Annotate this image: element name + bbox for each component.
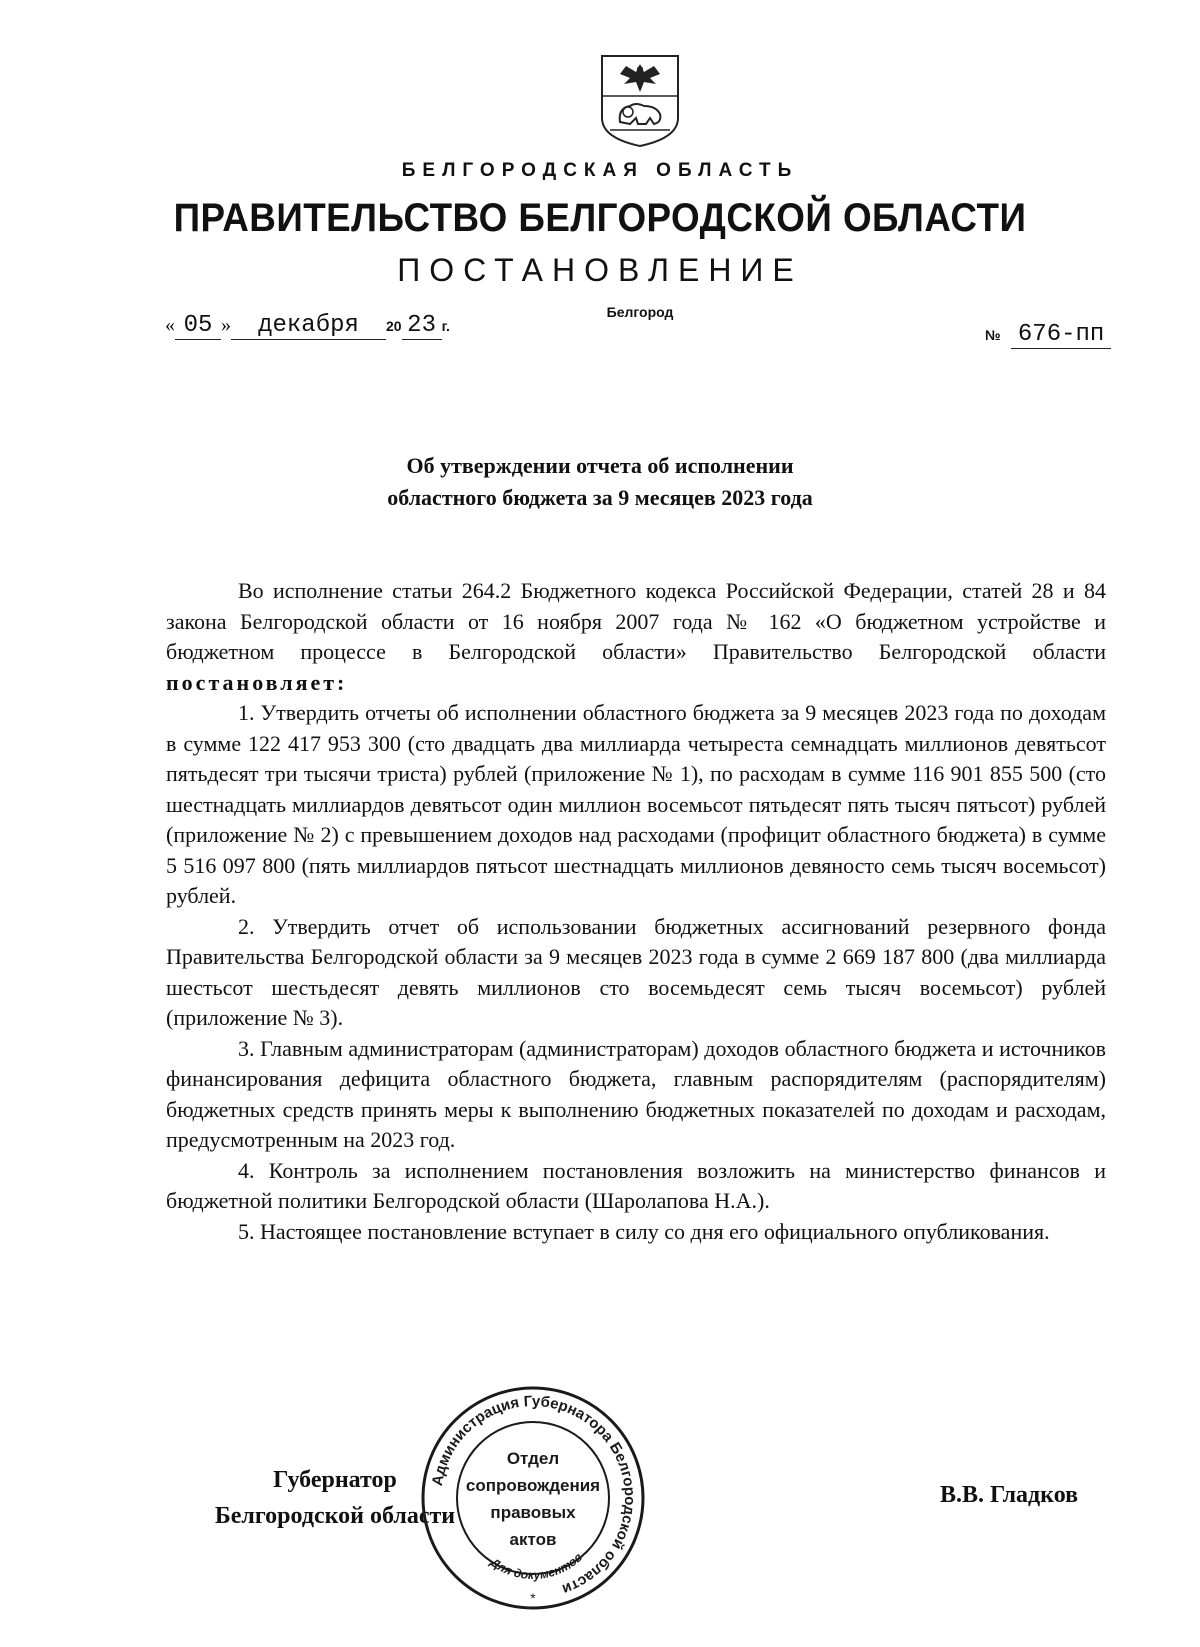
date-close-quote: » <box>221 314 231 336</box>
preamble-paragraph <box>166 576 1106 698</box>
region-name: БЕЛГОРОДСКАЯ ОБЛАСТЬ <box>401 160 799 181</box>
position-line-1: Губернатор <box>273 1467 397 1493</box>
item-5: 5. Настоящее постановление вступает в силу со дня его официального опубликования. <box>238 1218 1050 1244</box>
item-4: 4. Контроль за исполнением постановления возложить на министерство финансов и бюджетной политики Белгородской области (Шаролапова Н.А.). <box>166 1157 1106 1213</box>
stamp-center-line-4: актов <box>509 1530 557 1549</box>
stamp-center-text <box>457 1445 609 1553</box>
number-value: 676-пп <box>1011 322 1111 349</box>
city-name: Белгород <box>606 304 674 320</box>
date-open-quote: « <box>165 314 175 336</box>
item-1: 1. Утвердить отчеты об исполнении областного бюджета за 9 месяцев 2023 года по доходам в сумме 122 417 953 300 (сто двадцать два миллиарда четыреста семнадцать миллионов девятьсот пятьдесят три тысячи триста) рублей (приложение № 1), по расходам в сумме 116 901 855 500 (сто шестнадцать миллиардов девятьсот один миллион восемьсот пятьдесят пять тысяч пятьсот) рублей (приложение № 2) с превышением доходов над расходами (профицит областного бюджета) в сумме 5 516 097 800 (пять миллиардов пятьсот шестнадцать миллионов девяносто семь тысяч восемьсот) рублей. <box>166 700 1106 908</box>
item-2: 2. Утвердить отчет об использовании бюджетных ассигнований резервного фонда Правительства Белгородской области за 9 месяцев 2023 года в сумме 2 669 187 800 (два миллиарда шестьсот шестьдесят девять миллионов сто восемьдесят семь тысяч восемьсот) рублей (приложение № 3). <box>166 913 1106 1030</box>
stamp-center-line-3: правовых <box>490 1503 576 1522</box>
stamp-center-line-2: сопровождения <box>465 1476 601 1495</box>
date-year-suffix: 23 <box>402 313 442 340</box>
preamble-text: Во исполнение статьи 264.2 Бюджетного кодекса Российской Федерации, статей 28 и 84 закона Белгородской области от 16 ноября 2007 года № 162 «О бюджетном устройстве и бюджетном процессе в Белгородской области» Правительство Белгородской области <box>166 578 1106 664</box>
document-title <box>0 450 1200 514</box>
date-year-mark: г. <box>441 318 450 334</box>
number-label: № <box>985 327 1001 343</box>
stamp-ring-path: Администрация Губернатора Белгородской области <box>428 1392 639 1598</box>
document-date <box>165 313 450 340</box>
item-3: 3. Главным администраторам (администраторам) доходов областного бюджета и источников финансирования дефицита областного бюджета, главным распорядителям (распорядителям) бюджетных средств принять меры к выполнению бюджетных показателей по доходам и расходам, предусмотренным на 2023 год. <box>166 1035 1106 1152</box>
stamp-center-line-1: Отдел <box>506 1449 560 1468</box>
government-name: ПРАВИТЕЛЬСТВО БЕЛГОРОДСКОЙ ОБЛАСТИ <box>173 196 1027 240</box>
position-line-2: Белгородской области <box>214 1503 456 1529</box>
preamble-emphasis: постановляет: <box>166 669 348 695</box>
date-month: декабря <box>231 313 386 340</box>
date-year-prefix: 20 <box>386 318 402 334</box>
svg-text:*: * <box>530 1590 536 1606</box>
document-body <box>166 576 1106 1247</box>
signatory-name: В.В. Гладков <box>940 1482 1079 1508</box>
stamp-bottom-text <box>487 1550 585 1582</box>
document-type: ПОСТАНОВЛЕНИЕ <box>397 252 803 288</box>
document-number <box>985 322 1111 349</box>
coat-of-arms-emblem <box>596 52 684 148</box>
title-line-2: областного бюджета за 9 месяцев 2023 года <box>387 485 813 510</box>
stamp-bottom-path: Для документов <box>487 1550 586 1583</box>
title-line-1: Об утверждении отчета об исполнении <box>406 453 794 478</box>
date-day: 05 <box>175 313 221 340</box>
